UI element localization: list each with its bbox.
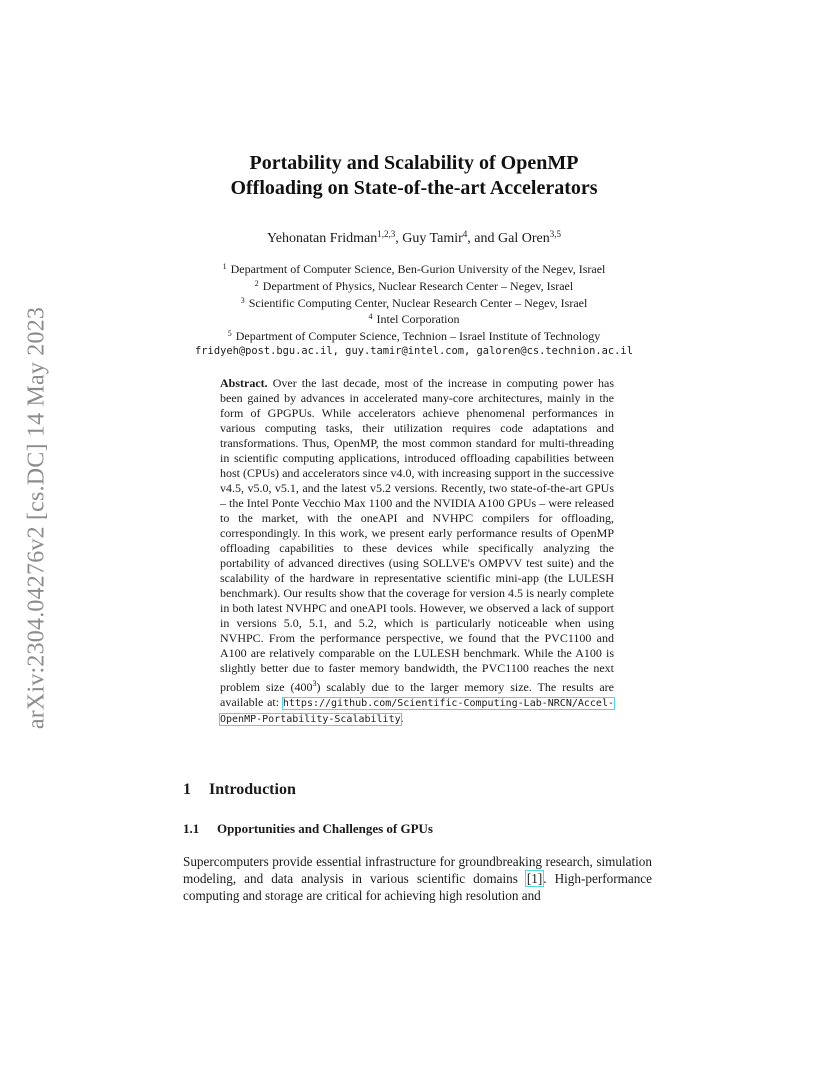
author-affil-marks: 3,5: [549, 229, 561, 239]
repository-link[interactable]: https://github.com/Scientific-Computing-Lab-NRCN/Accel-OpenMP-Portability-Scalability: [220, 698, 614, 725]
affiliation-text: Department of Physics, Nuclear Research Center – Negev, Israel: [262, 278, 574, 293]
author-emails: fridyeh@post.bgu.ac.il, guy.tamir@intel.com, galoren@cs.technion.ac.il: [195, 344, 633, 357]
affiliation-text: Department of Computer Science, Ben-Gurion University of the Negev, Israel: [230, 262, 606, 276]
author-affil-marks: 4: [462, 229, 468, 239]
abstract: [220, 376, 614, 727]
affiliation-mark: 1: [222, 262, 227, 271]
subsection-heading: [183, 821, 433, 837]
body-text-part: Supercomputers provide essential infrastructure for groundbreaking research, simulation modeling, and data analysis in various scientific domains: [183, 854, 652, 886]
abstract-text: Over the last decade, most of the increase in computing power has been gained by advances in accelerated many-core architectures, mainly in the form of GPGPUs. While accelerators achieve phenomenal performances in various computing tasks, their utilization requires code adaptations and transformations. Thus, OpenMP, the most common standard for multi-threading in scientific computing applications, introduced offloading capabilities between host (CPUs) and accelerators since v4.0, with increasing support in the successive v4.5, v5.0, v5.1, and the latest v5.2 versions. Recently, two state-of-the-art GPUs – the Intel Ponte Vecchio Max 1100 and the NVIDIA A100 GPUs – were released to the market, with the oneAPI and NVHPC compilers for offloading, correspondingly. In this work, we present early performance results of OpenMP offloading capabilities to these devices while specifically analyzing the portability of advanced directives (using SOLLVE's OMPVV test suite) and the scalability of the hardware in representative scientific mini-app (the LULESH benchmark). Our results show that the coverage for version 4.5 is nearly complete in both latest NVHPC and oneAPI tools. However, we observed a lack of support in versions 5.0, 5.1, and 5.2, which is particularly noticeable when using NVHPC. From the performance perspective, we found that the PVC1100 and A100 are relatively comparable on the LULESH benchmark. While the A100 is slightly better due to faster memory bandwidth, the PVC1100 reaches the next problem size (400: [220, 376, 615, 694]
affiliation-mark: 2: [254, 278, 259, 288]
subsection-title: Opportunities and Challenges of GPUs: [217, 821, 433, 836]
author-name: Guy Tamir: [402, 231, 463, 246]
affiliation-mark: 5: [227, 329, 232, 339]
author-name: Yehonatan Fridman: [267, 231, 378, 246]
abstract-label: Abstract.: [220, 376, 268, 390]
affiliation-line: [0, 310, 828, 327]
abstract-end: .: [400, 711, 404, 725]
author-name: Gal Oren: [498, 231, 550, 246]
affiliation-line: [0, 294, 828, 311]
affiliation-text: Scientific Computing Center, Nuclear Research Center – Negev, Israel: [248, 295, 588, 310]
paper-title: [0, 151, 828, 201]
arxiv-stamp: arXiv:2304.04276v2 [cs.DC] 14 May 2023: [23, 306, 50, 730]
author-affil-marks: 1,2,3: [377, 229, 396, 239]
title-line-1: Portability and Scalability of OpenMP: [249, 152, 579, 174]
abstract-superscript: 3: [312, 679, 317, 688]
affiliation-line: [0, 277, 828, 294]
body-text-part: . High-performance computing and storage are critical for achieving high resolution and: [183, 871, 652, 903]
author-list: [0, 229, 828, 247]
affiliation-text: Intel Corporation: [376, 312, 460, 327]
affiliation-line: [0, 260, 828, 277]
citation-link[interactable]: [1]: [526, 871, 543, 886]
subsection-number: 1.1: [183, 821, 200, 836]
author-separator: , and: [467, 231, 499, 246]
abstract-tail: ) scalably due to the larger memory size. The results are available at:: [220, 680, 614, 709]
affiliations: [0, 260, 828, 359]
affiliation-mark: 3: [240, 295, 245, 305]
affiliation-mark: 4: [368, 312, 373, 322]
section-heading: [183, 781, 296, 799]
section-number: 1: [183, 781, 191, 798]
affiliation-line: [0, 327, 828, 344]
section-title: Introduction: [209, 781, 296, 798]
body-paragraph: [183, 853, 652, 904]
author-separator: ,: [395, 231, 403, 246]
affiliation-text: Department of Computer Science, Technion – Israel Institute of Technology: [235, 329, 601, 344]
title-line-2: Offloading on State-of-the-art Accelerators: [230, 177, 598, 199]
